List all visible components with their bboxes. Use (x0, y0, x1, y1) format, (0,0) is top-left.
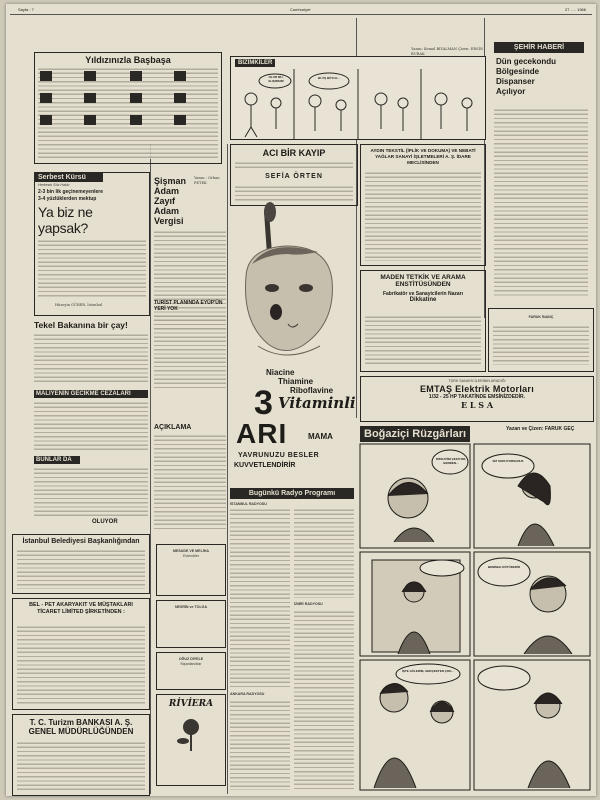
date: 27 ..... 1966 (564, 7, 586, 12)
meliha-title: MESUDE VE MELİHA (173, 549, 209, 553)
aciklama-article (154, 424, 226, 534)
ari-vitaminli: Vitaminli (278, 394, 356, 412)
masthead (10, 6, 592, 14)
nesrin-notice (156, 600, 226, 648)
turizm-line1: T. C. Turizm BANKASI A. Ş. (29, 718, 133, 727)
oguz-notice (156, 652, 226, 690)
ari-mama: MAMA (308, 432, 333, 441)
sisman-l1: Şişman (154, 176, 187, 186)
oguz-title: OĞUZ DİYELE (178, 657, 204, 661)
maliye-title: MALİYENİN GECİKME CEZALARI (34, 390, 148, 398)
bogazici-bubble4: İŞTE GÜLERİM, GERÇEKTEN ÇOK... (402, 669, 454, 673)
faruk-title: FARUK İNANÇ (528, 315, 554, 319)
meliha-notice (156, 544, 226, 596)
sisman-l2: Adam (154, 186, 180, 196)
sehir-h1: Dün gecekondu (496, 57, 557, 66)
bogazici-credit: Yazan ve Çizen: FARUK GEÇ (506, 426, 575, 432)
serbest-sign: Hüseyin GÜRER, İstanbul (55, 303, 103, 307)
bizimkiler-title: BİZİMKİLER (235, 59, 275, 67)
ari-tag1: YAVRUNUZU BESLER (238, 452, 320, 459)
newspaper-page (6, 4, 596, 796)
aciklama-title: AÇIKLAMA (154, 424, 192, 431)
oguz-sub: Nişanlandılar (180, 661, 202, 666)
sehir-h2: Bölgesinde (496, 67, 540, 76)
flower-illustration (171, 713, 211, 753)
sisman-l5: Vergisi (154, 216, 184, 226)
serbest-kursu-box (34, 172, 150, 316)
maden-title1: MADEN TETKİK VE ARAMA (380, 274, 466, 281)
bizimkiler-bubble2: BU İŞ BÖYLE... (318, 76, 340, 80)
radyo-izmir: İZMİR RADYOSU (294, 602, 323, 606)
turizm-line2: GENEL MÜDÜRLÜĞÜNDEN (28, 727, 134, 736)
bogazici-bubble2: SİZ SORUYORSUNUZ (492, 459, 524, 463)
kayip-name: SEFİA ÖRTEN (265, 173, 323, 180)
bizimkiler-comic (230, 47, 486, 140)
ari-mama-ad (228, 206, 356, 476)
kayip-title: ACI BİR KAYIP (262, 148, 326, 158)
sisman-author: Yazan : Orhan PETEK (194, 176, 220, 185)
paper-name: Cumhuriyet (290, 7, 311, 12)
tekel-title: Tekel Bakanına bir çay! (34, 320, 128, 330)
horoscope-box (34, 52, 222, 164)
turist-title: TURİST PLANINDA EYÜP'ÜN YERİ YOK (154, 300, 223, 312)
maden-title2: ENSTİTÜSÜNDEN (395, 281, 451, 288)
bogazici-title: Boğaziçi Rüzgârları (360, 426, 470, 442)
radyo-title: Bugünkü Radyo Programı (230, 488, 354, 499)
horoscope-title: Yıldızınızla Başbaşa (85, 55, 171, 65)
tekel-article (34, 320, 148, 386)
aydin-title: AYDIN TEKSTİL (İPLİK VE DOKUMA) VE NEBATİ YAĞLAR SANAYİ İŞLETMELERİ A. Ş. İDARE MECLİSİNDEN (370, 148, 476, 165)
ari-tag2: KUVVETLENDİRİR (234, 462, 296, 469)
sisman-l4: Adam (154, 206, 180, 216)
sehir-haberi (488, 42, 592, 302)
bizimkiler-bubble1: OLUR MU, ALIŞIRSIN! (268, 75, 284, 83)
riviera-ad (156, 694, 226, 786)
emtas-line: 1/32 - 25 HP TAKATİNDE EMSİNİZDEDİR. (428, 393, 526, 400)
bogazici-comic (358, 424, 592, 794)
faruk-notice (488, 308, 594, 372)
comic-strip-panels (358, 442, 592, 792)
bunlar-article (34, 456, 148, 528)
ari-name: ARI (236, 418, 288, 449)
belpet-title: BEL - PET AKARYAKIT VE MÜŞTAKLARI TİCARET LİMİTED ŞİRKETİNDEN : (29, 602, 133, 615)
maden-notice (360, 270, 486, 372)
maden-sub1: Fabrikatör ve Sanayicilerin Nazarı (382, 291, 464, 297)
serbest-subtitle: Herkesin Söz Hakkı (38, 183, 70, 187)
ari-niacine: Niacine (266, 368, 295, 377)
bunlar-title: BUNLAR DA (34, 456, 80, 464)
radio-program (230, 488, 354, 794)
aydin-notice (360, 144, 486, 266)
sisman-l3: Zayıf (154, 196, 176, 206)
ari-riboflavine: Riboflavine (290, 386, 334, 395)
emtas-top: TÜRK SANAYİCİLERİNİN ARADIĞI (448, 379, 506, 383)
sehir-h3: Dispanser (496, 77, 535, 86)
turist-article (154, 300, 226, 390)
belediye-title: İstanbul Belediyesi Başkanlığından (22, 538, 140, 545)
emtas-elsa: E L S A (460, 399, 494, 410)
child-with-spoon-illustration (228, 206, 356, 364)
serbest-line1: 2-3 bin lik geçinemeyenlere (38, 188, 104, 195)
bogazici-bubble1: DİKKATİNİ ÇEKİYOR, BENDEN... (435, 457, 467, 465)
bunlar-end: OLUYOR (92, 519, 118, 525)
serbest-line2: 3-4 yüzlüklerden mektup (38, 195, 97, 202)
ari-big3: 3 (254, 384, 273, 422)
kayip-notice (230, 144, 358, 206)
riviera-title: RİVİERA (168, 699, 214, 709)
meliha-sub: Evlendiler (183, 553, 199, 558)
radyo-ankara: ANKARA RADYOSU (230, 692, 265, 696)
horoscope-body (38, 67, 218, 159)
emtas-ad (360, 376, 594, 422)
bogazici-bubble3: BENİMLE KÖTÜDEDİR (487, 565, 521, 569)
belpet-notice (12, 598, 150, 710)
maden-sub2: Dikkatine (409, 297, 437, 303)
serbest-title: Serbest Kürsü (35, 173, 103, 182)
belediye-notice (12, 534, 150, 594)
emtas-name: EMTAŞ Elektrik Motorları (419, 383, 535, 394)
zodiac-icons (40, 69, 216, 157)
bizimkiler-credit: Yazan: Kemal BIYALMAN Çizen: ERSİN BURAK (411, 47, 484, 56)
page-number: Sayfa : 7 (18, 7, 34, 12)
turizm-bankasi-notice (12, 714, 150, 796)
radyo-istanbul: İSTANBUL RADYOSU (230, 502, 267, 506)
maliye-article (34, 390, 148, 452)
serbest-headline: Ya biz ne yapsak? (38, 203, 93, 236)
nesrin-title: NESRİN ve TOLGA (174, 605, 208, 609)
sehir-h4: Açılıyor (496, 87, 526, 96)
sehir-title: ŞEHİR HABERİ (494, 42, 584, 53)
ari-thiamine: Thiamine (278, 377, 314, 386)
